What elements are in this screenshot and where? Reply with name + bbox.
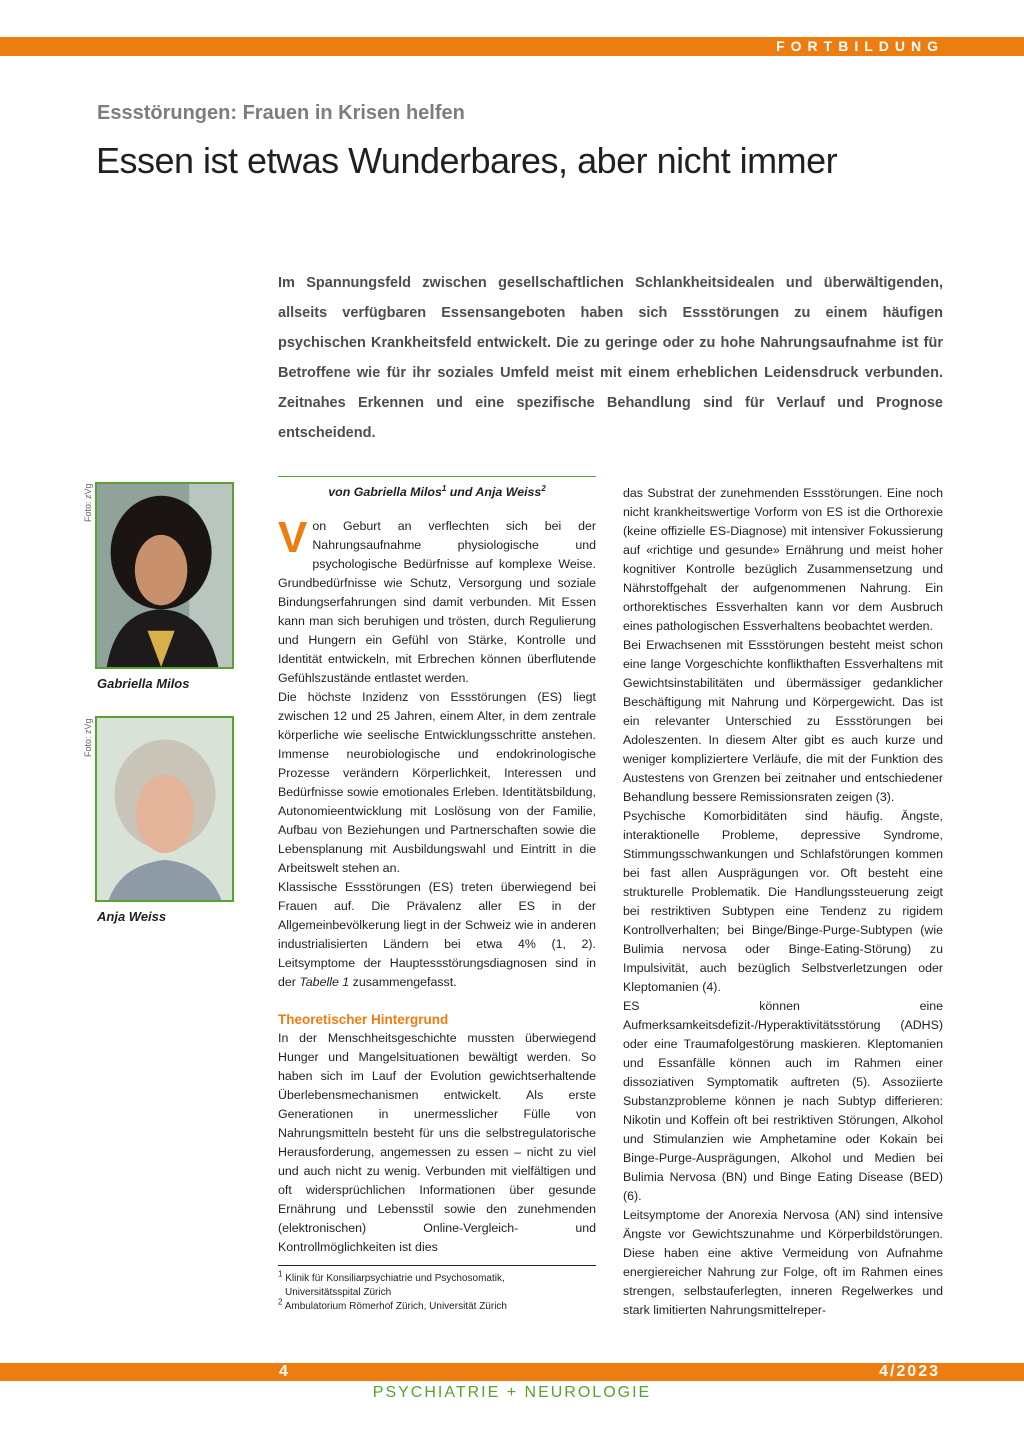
footnote-number: 2 <box>278 1297 283 1307</box>
footnote <box>278 1269 596 1286</box>
byline-author-2: und Anja Weiss <box>446 485 542 499</box>
article-kicker: Essstörungen: Frauen in Krisen helfen <box>97 102 465 124</box>
dropcap: V <box>278 513 308 562</box>
paragraph <box>278 513 596 688</box>
paragraph: Bei Erwachsenen mit Essstörungen besteht meist schon eine lange Vorgeschichte konflikthaften Essverhaltens mit Gewichtsinstabilitäten und übermässiger gedanklicher Beschäftigung mit Nahrung und Körpergewicht. Das ist ein relevanter Unterschied zu Essstörungen bei Adoleszenten. In diesem Alter gibt es auch kurze und weniger kompliziertere Verläufe, die mit der Funktion des Austestens von Grenzen bei zeitnaher und entschiedener Behandlung bessere Remissionsraten zeigen (3). <box>623 638 943 804</box>
photo-credit: Foto: zVg <box>83 718 93 757</box>
page-number: 4 <box>279 1363 288 1380</box>
footnote <box>278 1297 596 1314</box>
portrait-image <box>97 484 232 667</box>
article-column-2 <box>623 484 943 1320</box>
paragraph-text: on Geburt an verflechten sich bei der Nahrungsaufnahme physiologische und psychologische Bedürfnisse auf komplexe Weise. Grundbedürfnisse wie Schutz, Versorgung und soziale Bindungserfahrungen sind damit verbunden. Mit Essen kann man sich beruhigen und trösten, durch Regulierung und Hungern ein Gefühl von Stärke, Kontrolle und Identität entwickeln, mit Erbrechen können überflutende Gefühlszustände entlastet werden. <box>278 519 596 685</box>
footnote-text: Klinik für Konsiliarpsychiatrie und Psychosomatik, <box>285 1273 505 1284</box>
photo-credit: Foto: zVg <box>83 483 93 522</box>
footnote-number: 1 <box>278 1269 283 1279</box>
photo-caption: Anja Weiss <box>97 909 167 924</box>
paragraph: ES können eine Aufmerksamkeitsdefizit-/Hyperaktivitätsstörung (ADHS) oder eine Traumafolgestörung maskieren. Kleptomanien und Essanfälle können auch im Rahmen einer dissoziativen Symptomatik auftreten (5). Assoziierte Substanzprobleme können je nach Subtyp differieren: Nikotin und Koffein oft bei restriktiven Störungen, Alkohol und Stimulanzien wie Amphetamine oder Kokain bei Binge-Purge-Ausprägungen, Alkohol und Medien bei Bulimia Nervosa (BN) und Binge Eating Disease (BED) (6). <box>623 999 943 1203</box>
article-column-1 <box>278 476 596 1257</box>
byline-sup: 2 <box>541 483 546 493</box>
paragraph: In der Menschheitsgeschichte mussten überwiegend Hunger und Mangelsituationen bewältigt werden. So haben sich im Lauf der Evolution gewichtserhaltende Überlebensmechanismen entwickelt. Als erste Generationen in unermesslicher Fülle von Nahrungsmitteln besteht für uns die selbstregulatorische Herausforderung, angemessen zu essen – nicht zu viel und auch nicht zu wenig. Verbunden mit vielfältigen und oft widersprüchlichen Informationen über gesunde Ernährung und Lebensstil sowie den zunehmenden (elektronischen) Online-Vergleich- und Kontrollmöglichkeiten ist dies <box>278 1031 596 1254</box>
photo-caption: Gabriella Milos <box>97 676 190 691</box>
article-lead: Im Spannungsfeld zwischen gesellschaftlichen Schlankheitsidealen und überwältigenden, allseits verfügbaren Essensangeboten haben sich Essstörungen zu einem häufigen psychischen Krankheitsfeld entwickelt. Die zu geringe oder zu hohe Nahrungsaufnahme ist für Betroffene wie für ihr soziales Umfeld meist mit einem erheblichen Leidensdruck verbunden. Zeitnahes Erkennen und eine spezifische Behandlung sind für Verlauf und Prognose entscheidend. <box>278 275 943 441</box>
paragraph: Leitsymptome der Anorexia Nervosa (AN) sind intensive Ängste vor Gewichtszunahme und Körperbildstörungen. Diese haben eine aktive Vermeidung von Aufnahme energiereicher Nahrung zur Folge, oft im Rahmen eines strengen, selbstauferlegten, inneren Regelwerkes und stark limitierten Nahrungsmittelreper- <box>623 1208 943 1317</box>
footnotes <box>278 1265 596 1314</box>
paragraph: das Substrat der zunehmenden Essstörungen. Eine noch nicht krankheitswertige Vorform von ES ist die Orthorexie (keine offizielle ES-Diagnose) mit intensiver Fokussierung auf «richtige und gesunde» Ernährung und meist hoher kognitiver Kontrolle bezüglich Zusammensetzung und Nährstoffgehalt der aufgenommenen Nahrung. Ein orthorektisches Essverhalten kann vor dem Ausbruch eines pathologischen Essverhaltens beobachtet werden. <box>623 486 943 633</box>
section-label: FORTBILDUNG <box>776 38 944 54</box>
author-photo-milos <box>95 482 234 669</box>
byline-author-1: von Gabriella Milos <box>328 485 442 499</box>
article-headline: Essen ist etwas Wunderbares, aber nicht immer <box>96 140 838 181</box>
portrait-image <box>97 718 232 900</box>
issue-number: 4/2023 <box>879 1363 940 1380</box>
paragraph: Die höchste Inzidenz von Essstörungen (ES) liegt zwischen 12 und 25 Jahren, einem Alter, in dem zentrale körperliche wie seelische Entwicklungsschritte anstehen. Immense neurobiologische und endokrinologische Prozesse verändern Körperlichkeit, Interessen und Bedürfnisse sowie emotionales Erleben. Identitätsbildung, Autonomieentwicklung mit Loslösung von der Familie, Aufbau von Beziehungen und Partnerschaften sowie die Lebensplanung mit Ausbildungswahl und Eintritt in die Arbeitswelt stehen an. <box>278 690 596 875</box>
footnote-text: Ambulatorium Römerhof Zürich, Universität Zürich <box>284 1301 507 1312</box>
paragraph: Psychische Komorbiditäten sind häufig. Ängste, interaktionelle Probleme, depressive Syndrome, Stimmungsschwankungen und Schlafstörungen kommen bei fast allen Ausprägungen vor. Oft besteht eine strukturelle Problematik. Die Handlungssteuerung zeigt bei restriktiven Subtypen eine Tendenz zu rigidem Kontrollverhalten; bei Binge/Binge-Purge-Subtypen (wie Bulimia nervosa oder Binge-Eating-Störung) zu Impulsivität, auch bezüglich Selbstverletzungen oder Kleptomanien (4). <box>623 809 943 994</box>
paragraph <box>278 878 596 992</box>
author-photo-weiss <box>95 716 234 902</box>
journal-name: PSYCHIATRIE + NEUROLOGIE <box>372 1384 652 1401</box>
byline <box>278 476 596 505</box>
footnote-continuation: Universitätsspital Zürich <box>285 1287 392 1298</box>
table-reference: Tabelle 1 <box>299 975 350 989</box>
paragraph-text: zusammengefasst. <box>349 975 457 989</box>
section-header-bar <box>0 37 1024 56</box>
byline-sup: 1 <box>441 483 447 493</box>
footer-bar <box>0 1363 1024 1381</box>
paragraph-text: Klassische Essstörungen (ES) treten überwiegend bei Frauen auf. Die Prävalenz aller ES in der Allgemeinbevölkerung liegt in der Schweiz wie in anderen industrialisierten Ländern bei etwa 4% (1, 2). Leitsymptome der Hauptessstörungsdiagnosen sind in der <box>278 880 596 989</box>
subheading: Theoretischer Hintergrund <box>278 1012 449 1027</box>
